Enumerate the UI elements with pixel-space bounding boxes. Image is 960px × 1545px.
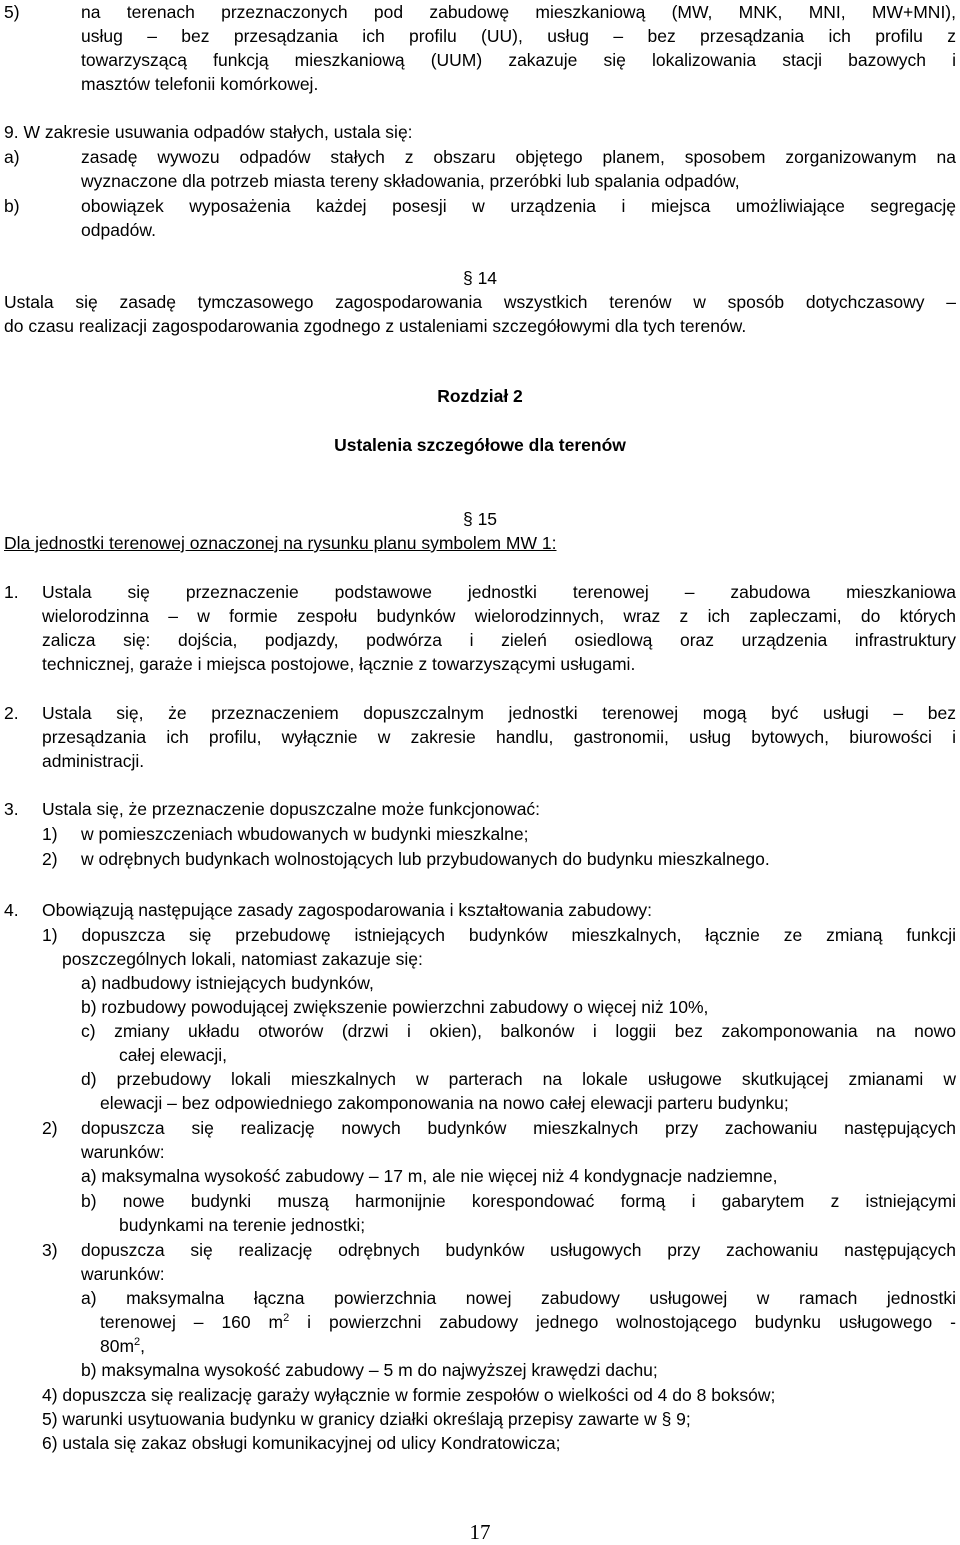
section-15-heading: § 15 (462, 509, 498, 529)
rule-3a-line-2-sup: 2 (283, 1312, 290, 1325)
paragraph-2-number: 2. (4, 703, 19, 723)
rule-2-line-1: dopuszcza się realizację nowych budynków mieszkalnych przy zachowaniu następujących (81, 1118, 956, 1138)
rule-2-line-2: warunków: (81, 1142, 165, 1162)
rule-3a-line-3-sup: 2 (134, 1336, 141, 1349)
rule-4: 4) dopuszcza się realizację garaży wyłącznie w formie zespołów o wielkości od 4 do 8 boksów; (42, 1385, 776, 1405)
item-5-number: 5) (4, 2, 20, 22)
item-5-line-2: usług – bez przesądzania ich profilu (UU), usług – bez przesądzania ich profilu z (81, 26, 956, 46)
rule-1c-line-1: c) zmiany układu otworów (drzwi i okien), balkonów i loggii bez zakomponowania na nowo (81, 1021, 956, 1041)
paragraph-3-item-2: w odrębnych budynkach wolnostojących lub przybudowanych do budynku mieszkalnego. (81, 849, 770, 869)
item-9b-line-1: obowiązek wyposażenia każdej posesji w urządzenia i miejsca umożliwiające segregację (81, 196, 956, 216)
paragraph-1-line-1: Ustala się przeznaczenie podstawowe jednostki terenowej – zabudowa mieszkaniowa (42, 582, 956, 602)
paragraph-3-item-2-number: 2) (42, 849, 58, 869)
rule-3a-line-1: a) maksymalna łączna powierzchnia nowej zabudowy usługowej w ramach jednostki (81, 1288, 956, 1308)
item-9-title: 9. W zakresie usuwania odpadów stałych, ustala się: (4, 122, 413, 142)
paragraph-4-number: 4. (4, 900, 19, 920)
page-number: 17 (469, 1520, 491, 1544)
rule-1d-line-1: d) przebudowy lokali mieszkalnych w parterach na lokale usługowe skutkującej zmianami w (81, 1069, 956, 1089)
chapter-title: Rozdział 2 (437, 386, 523, 406)
rule-1c-line-2: całej elewacji, (119, 1045, 227, 1065)
section-14-line-2: do czasu realizacji zagospodarowania zgodnego z ustaleniami szczegółowymi dla tych terenów. (4, 316, 747, 336)
section-14-heading: § 14 (462, 268, 498, 288)
section-14-line-1: Ustala się zasadę tymczasowego zagospodarowania wszystkich terenów w sposób dotychczasowy – (4, 292, 956, 312)
rule-1b: b) rozbudowy powodującej zwiększenie powierzchni zabudowy o więcej niż 10%, (81, 997, 709, 1017)
paragraph-2-line-2: przesądzania ich profilu, wyłącznie w zakresie handlu, gastronomii, usług bytowych, biurowości i (42, 727, 956, 747)
rule-6: 6) ustala się zakaz obsługi komunikacyjnej od ulicy Kondratowicza; (42, 1433, 561, 1453)
paragraph-1-number: 1. (4, 582, 19, 602)
item-9a-label: a) (4, 147, 20, 167)
rule-2b-line-1: b) nowe budynki muszą harmonijnie korespondować formą i gabarytem z istniejącymi (81, 1191, 956, 1211)
item-9a-line-1: zasadę wywozu odpadów stałych z obszaru objętego planem, sposobem zorganizowanym na (81, 147, 956, 167)
paragraph-2-line-1: Ustala się, że przeznaczeniem dopuszczalnym jednostki terenowej mogą być usługi – bez (42, 703, 956, 723)
rule-1-line-2: poszczególnych lokali, natomiast zakazuje się: (62, 949, 423, 969)
paragraph-2-line-3: administracji. (42, 751, 145, 771)
rule-1d-line-2: elewacji – bez odpowiedniego zakomponowania na nowo całej elewacji parteru budynku; (100, 1093, 789, 1113)
rule-1a: a) nadbudowy istniejących budynków, (81, 973, 374, 993)
rule-3a-line-2-pre: terenowej – 160 m (100, 1312, 284, 1332)
rule-1-line-1: 1) dopuszcza się przebudowę istniejących budynków mieszkalnych, łącznie ze zmianą funkcji (42, 925, 956, 945)
paragraph-1-line-4: technicznej, garaże i miejsca postojowe, łącznie z towarzyszącymi usługami. (42, 654, 636, 674)
rule-5: 5) warunki usytuowania budynku w granicy działki określają przepisy zawarte w § 9; (42, 1409, 691, 1429)
rule-3a-line-3-pre: 80m (100, 1336, 135, 1356)
item-5-line-3: towarzyszącą funkcją mieszkaniową (UUM) zakazuje się lokalizowania stacji bazowych i (81, 50, 956, 70)
rule-3-number: 3) (42, 1240, 58, 1260)
paragraph-4-title: Obowiązują następujące zasady zagospodarowania i kształtowania zabudowy: (42, 900, 652, 920)
paragraph-3-number: 3. (4, 799, 19, 819)
paragraph-3-item-1-number: 1) (42, 824, 58, 844)
section-15-intro-row (4, 531, 956, 556)
item-5-line-1: na terenach przeznaczonych pod zabudowę mieszkaniową (MW, MNK, MNI, MW+MNI), (81, 2, 956, 22)
item-9b-label: b) (4, 196, 20, 216)
paragraph-3-item-1: w pomieszczeniach wbudowanych w budynki mieszkalne; (81, 824, 529, 844)
paragraph-1-line-3: zalicza się: dojścia, podjazdy, podwórza i zieleń osiedlową oraz urządzenia infrastruktury (42, 630, 956, 650)
item-9b-line-2: odpadów. (81, 220, 156, 240)
section-15-intro: Dla jednostki terenowej oznaczonej na rysunku planu symbolem MW 1: (4, 533, 557, 553)
rule-2a: a) maksymalna wysokość zabudowy – 17 m, ale nie więcej niż 4 kondygnacje nadziemne, (81, 1166, 778, 1186)
rule-3a-line-2-post: i powierzchni zabudowy jednego wolnostojącego budynku usługowego - (289, 1312, 956, 1332)
paragraph-1-line-2: wielorodzinna – w formie zespołu budynków wielorodzinnych, wraz z ich zapleczami, do których (42, 606, 956, 626)
rule-2-number: 2) (42, 1118, 58, 1138)
rule-3a-line-3-post: , (140, 1336, 146, 1356)
rule-3-line-2: warunków: (81, 1264, 165, 1284)
rule-2b-line-2: budynkami na terenie jednostki; (119, 1215, 366, 1235)
item-5-line-4: masztów telefonii komórkowej. (81, 74, 319, 94)
paragraph-3-title: Ustala się, że przeznaczenie dopuszczalne może funkcjonować: (42, 799, 541, 819)
item-9a-line-2: wyznaczone dla potrzeb miasta tereny składowania, przeróbki lub spalania odpadów, (81, 171, 740, 191)
rule-3b: b) maksymalna wysokość zabudowy – 5 m do najwyższej krawędzi dachu; (81, 1360, 658, 1380)
rule-3-line-1: dopuszcza się realizację odrębnych budynków usługowych przy zachowaniu następujących (81, 1240, 956, 1260)
chapter-subtitle: Ustalenia szczegółowe dla terenów (334, 435, 626, 455)
rule-3a-line-3 (100, 1334, 956, 1359)
